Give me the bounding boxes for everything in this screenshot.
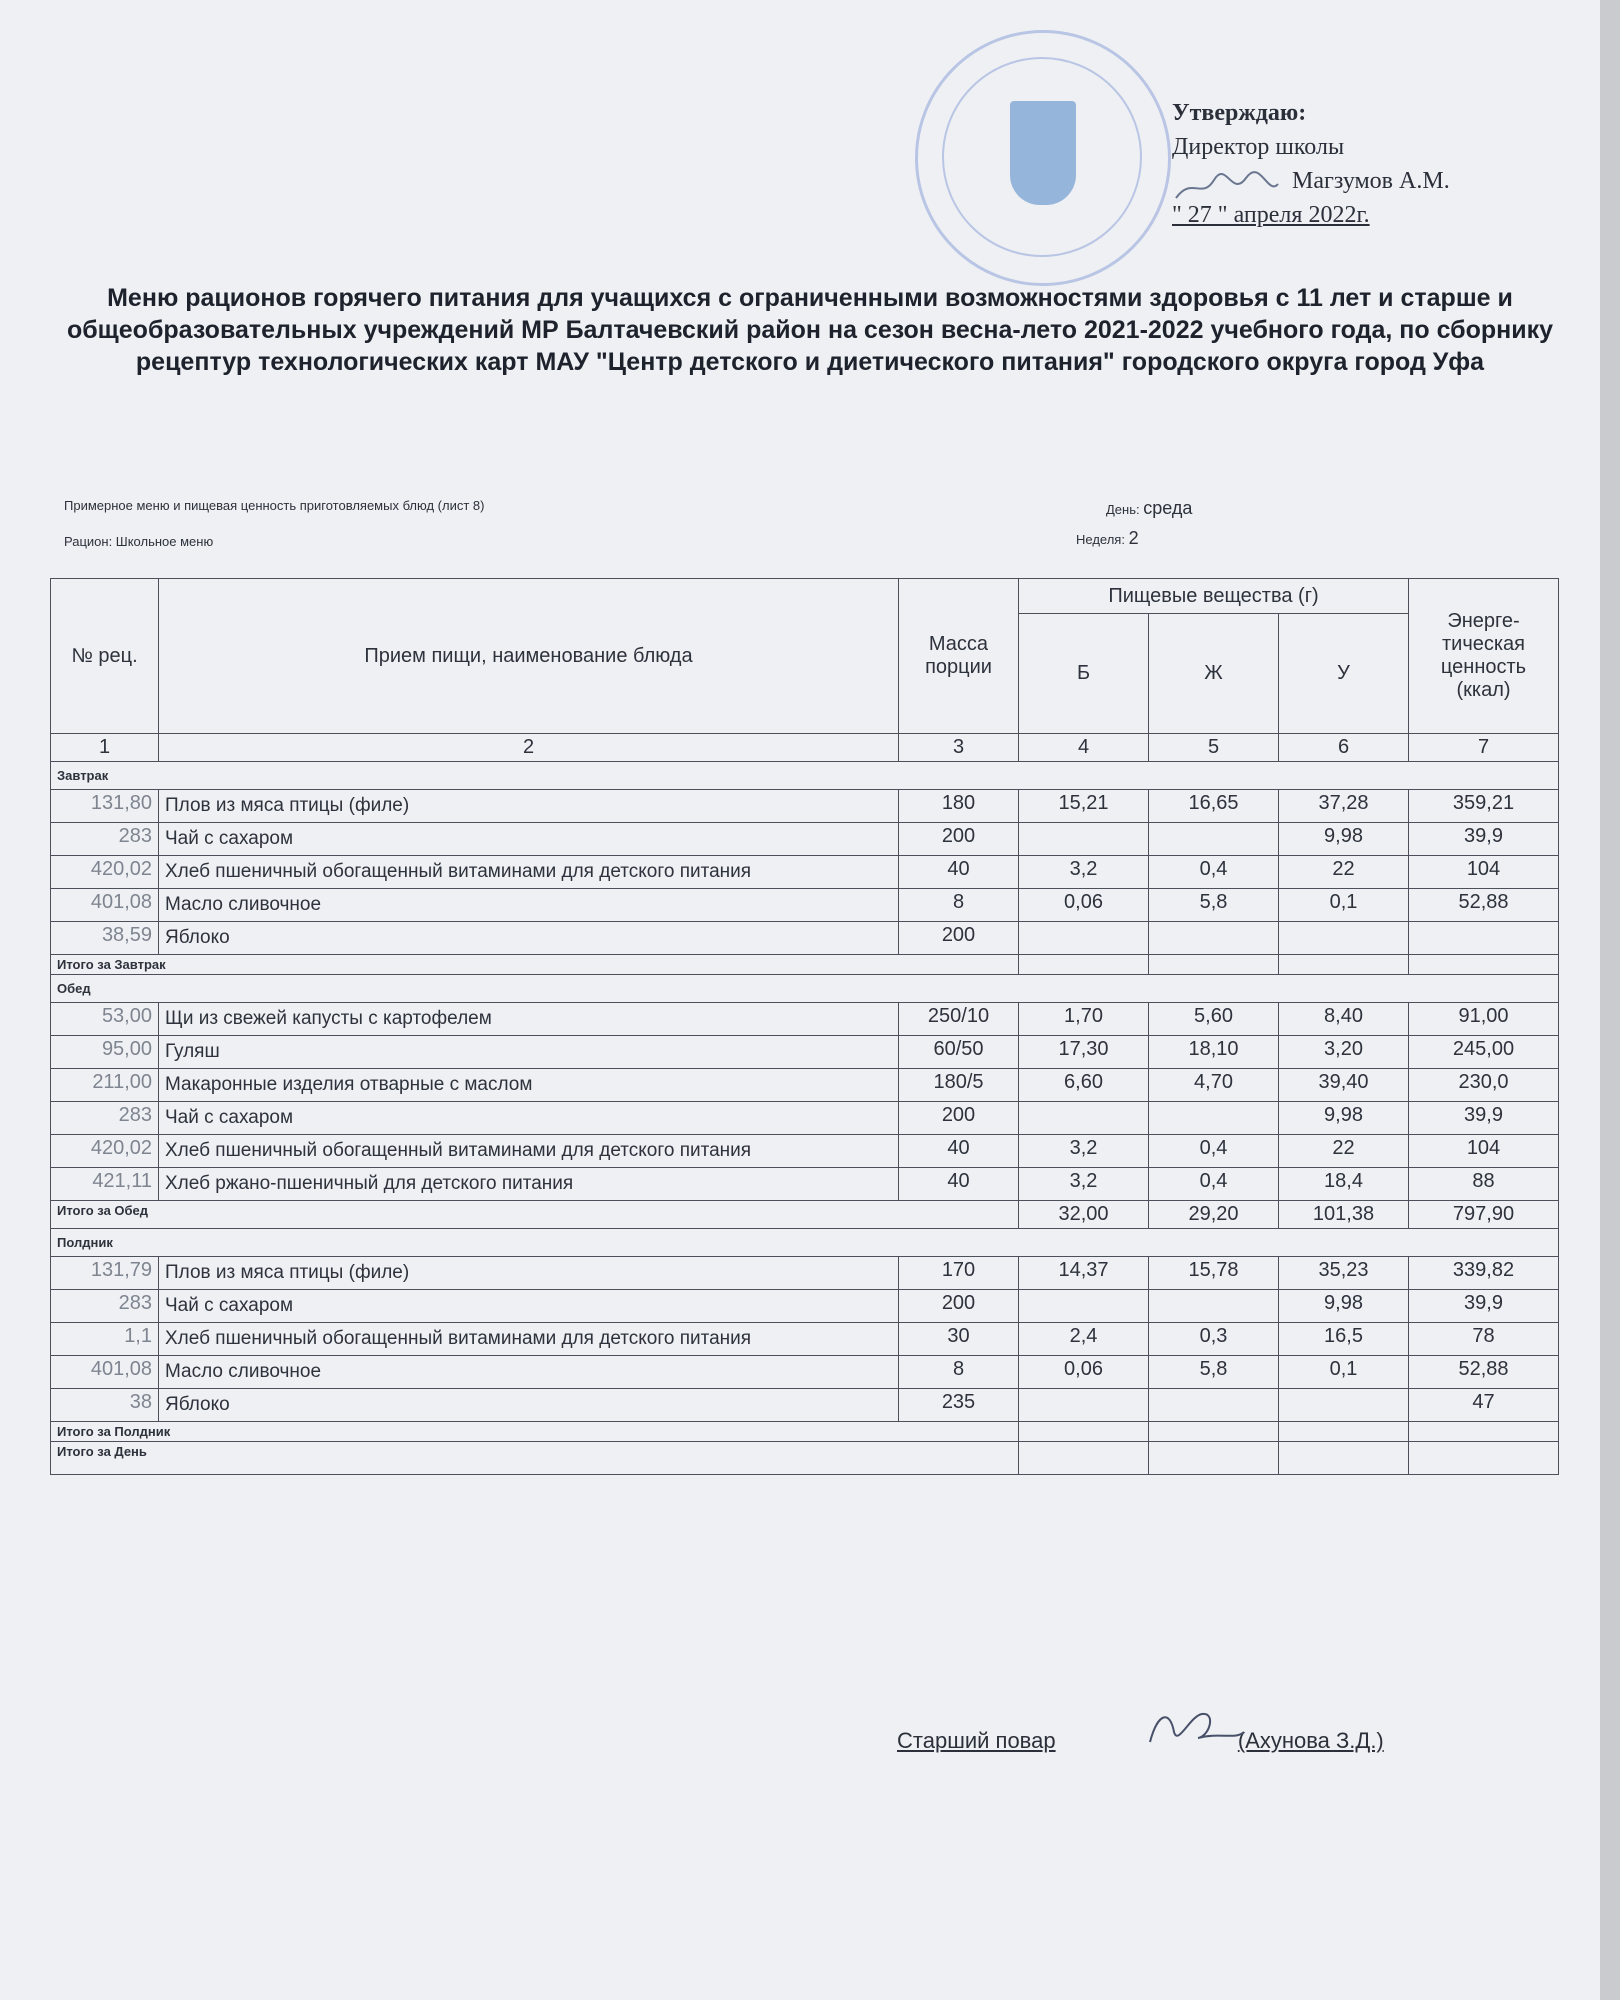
total-protein: 32,00 [1019,1201,1149,1229]
portion-mass: 30 [899,1323,1019,1356]
dish-name: Чай с сахаром [159,1290,899,1323]
fat [1149,1290,1279,1323]
energy: 78 [1409,1323,1559,1356]
header-carbs: У [1279,614,1409,734]
protein: 3,2 [1019,1135,1149,1168]
energy: 91,00 [1409,1003,1559,1036]
total-row-breakfast [51,955,1559,975]
dish-name: Хлеб ржано-пшеничный для детского питания [159,1168,899,1201]
protein [1019,922,1149,955]
col-number: 3 [899,734,1019,762]
portion-mass: 40 [899,1135,1019,1168]
dish-name: Яблоко [159,1389,899,1422]
recipe-code: 420,02 [51,856,159,889]
fat [1149,1389,1279,1422]
col-number: 5 [1149,734,1279,762]
fat: 0,4 [1149,1135,1279,1168]
carbs [1279,922,1409,955]
energy: 39,9 [1409,1290,1559,1323]
recipe-code: 401,08 [51,1356,159,1389]
day-label: День: [1106,502,1140,517]
day-total-protein [1019,1442,1149,1475]
carbs: 9,98 [1279,1102,1409,1135]
total-carbs: 101,38 [1279,1201,1409,1229]
header-portion-mass: Масса порции [899,579,1019,734]
portion-mass: 200 [899,823,1019,856]
recipe-code: 131,80 [51,790,159,823]
table-row [51,889,1559,922]
energy: 47 [1409,1389,1559,1422]
portion-mass: 40 [899,1168,1019,1201]
recipe-code: 131,79 [51,1257,159,1290]
snack-section [51,1229,1559,1475]
carbs: 22 [1279,856,1409,889]
fat [1149,922,1279,955]
day-field [1106,498,1192,519]
table-row [51,1323,1559,1356]
portion-mass: 8 [899,1356,1019,1389]
section-label-snack: Полдник [51,1229,1559,1257]
week-field [1076,528,1139,549]
dish-name: Хлеб пшеничный обогащенный витаминами для детского питания [159,1135,899,1168]
total-fat [1149,955,1279,975]
total-protein [1019,1422,1149,1442]
energy [1409,922,1559,955]
carbs: 37,28 [1279,790,1409,823]
col-number: 4 [1019,734,1149,762]
day-value: среда [1143,498,1193,518]
week-label: Неделя: [1076,532,1125,547]
recipe-code: 421,11 [51,1168,159,1201]
energy: 52,88 [1409,889,1559,922]
dish-name: Гуляш [159,1036,899,1069]
total-carbs [1279,955,1409,975]
recipe-code: 401,08 [51,889,159,922]
energy: 230,0 [1409,1069,1559,1102]
table-row [51,856,1559,889]
header-energy: Энерге-тическая ценность (ккал) [1409,579,1559,734]
dish-name: Яблоко [159,922,899,955]
carbs: 22 [1279,1135,1409,1168]
energy: 88 [1409,1168,1559,1201]
fat [1149,1102,1279,1135]
total-row-day [51,1442,1559,1475]
table-row [51,1356,1559,1389]
total-label: Итого за Завтрак [51,955,1019,975]
cook-name: (Ахунова З.Д.) [1237,1728,1384,1753]
protein: 15,21 [1019,790,1149,823]
official-stamp [915,30,1171,286]
portion-mass: 170 [899,1257,1019,1290]
col-number: 2 [159,734,899,762]
energy: 104 [1409,856,1559,889]
table-row [51,823,1559,856]
section-label-breakfast: Завтрак [51,762,1559,790]
fat: 4,70 [1149,1069,1279,1102]
fat [1149,823,1279,856]
dish-name: Масло сливочное [159,889,899,922]
protein [1019,823,1149,856]
approval-block [1172,96,1472,232]
total-energy: 797,90 [1409,1201,1559,1229]
portion-mass: 235 [899,1389,1019,1422]
protein: 14,37 [1019,1257,1149,1290]
fat: 5,8 [1149,889,1279,922]
protein: 3,2 [1019,856,1149,889]
energy: 104 [1409,1135,1559,1168]
col-number: 6 [1279,734,1409,762]
dish-name: Чай с сахаром [159,823,899,856]
day-total-energy [1409,1442,1559,1475]
carbs: 0,1 [1279,889,1409,922]
portion-mass: 8 [899,889,1019,922]
protein [1019,1290,1149,1323]
energy: 39,9 [1409,1102,1559,1135]
recipe-code: 1,1 [51,1323,159,1356]
dish-name: Плов из мяса птицы (филе) [159,1257,899,1290]
fat: 0,4 [1149,1168,1279,1201]
carbs: 16,5 [1279,1323,1409,1356]
recipe-code: 283 [51,823,159,856]
fat: 0,3 [1149,1323,1279,1356]
dish-name: Хлеб пшеничный обогащенный витаминами для детского питания [159,856,899,889]
protein: 1,70 [1019,1003,1149,1036]
approval-date: " 27 " апреля 2022г. [1172,202,1370,228]
dish-name: Макаронные изделия отварные с маслом [159,1069,899,1102]
portion-mass: 200 [899,1102,1019,1135]
recipe-code: 211,00 [51,1069,159,1102]
portion-mass: 180/5 [899,1069,1019,1102]
protein: 17,30 [1019,1036,1149,1069]
carbs: 35,23 [1279,1257,1409,1290]
sample-menu-label: Примерное меню и пищевая ценность приготовляемых блюд (лист 8) [64,498,485,513]
lunch-section [51,975,1559,1229]
total-row-lunch [51,1201,1559,1229]
header-dish-name: Прием пищи, наименование блюда [159,579,899,734]
total-carbs [1279,1422,1409,1442]
table-row [51,922,1559,955]
cook-signature [1140,1702,1250,1752]
fat: 0,4 [1149,856,1279,889]
total-fat [1149,1422,1279,1442]
fat: 15,78 [1149,1257,1279,1290]
column-numbers-row [51,734,1559,762]
day-total-label: Итого за День [51,1442,1019,1475]
protein [1019,1102,1149,1135]
energy: 52,88 [1409,1356,1559,1389]
dish-name: Плов из мяса птицы (филе) [159,790,899,823]
total-label: Итого за Обед [51,1201,1019,1229]
energy: 39,9 [1409,823,1559,856]
table-row [51,1003,1559,1036]
coat-of-arms-emblem [1010,101,1076,205]
fat: 16,65 [1149,790,1279,823]
carbs: 9,98 [1279,823,1409,856]
recipe-code: 283 [51,1290,159,1323]
total-protein [1019,955,1149,975]
total-energy [1409,1422,1559,1442]
approval-name: Магзумов А.М. [1292,168,1450,194]
recipe-code: 38,59 [51,922,159,955]
table-row [51,1290,1559,1323]
table-row [51,1257,1559,1290]
fat: 5,60 [1149,1003,1279,1036]
dish-name: Чай с сахаром [159,1102,899,1135]
dish-name: Масло сливочное [159,1356,899,1389]
approval-heading: Утверждаю: [1172,100,1307,126]
table-row [51,1389,1559,1422]
recipe-code: 53,00 [51,1003,159,1036]
portion-mass: 40 [899,856,1019,889]
protein: 0,06 [1019,1356,1149,1389]
section-label-lunch: Обед [51,975,1559,1003]
menu-table [50,578,1559,1475]
total-fat: 29,20 [1149,1201,1279,1229]
protein: 2,4 [1019,1323,1149,1356]
header-protein: Б [1019,614,1149,734]
total-energy [1409,955,1559,975]
protein: 6,60 [1019,1069,1149,1102]
header-recipe-number: № рец. [51,579,159,734]
carbs: 0,1 [1279,1356,1409,1389]
protein: 3,2 [1019,1168,1149,1201]
total-label: Итого за Полдник [51,1422,1019,1442]
document-title: Меню рационов горячего питания для учащихся с ограниченными возможностями здоровья с 11 лет и старше и общеобразовательных учреждений МР Балтачевский район на сезон весна-лето 2021-2022 учебного года, по сборнику рецептур технологических карт МАУ "Центр детского и диетического питания" городского округа город Уфа [66,284,1554,376]
total-row-snack [51,1422,1559,1442]
dish-name: Хлеб пшеничный обогащенный витаминами для детского питания [159,1323,899,1356]
protein [1019,1389,1149,1422]
week-value: 2 [1128,528,1139,548]
table-row [51,1102,1559,1135]
table-row [51,1036,1559,1069]
carbs: 9,98 [1279,1290,1409,1323]
carbs: 18,4 [1279,1168,1409,1201]
carbs: 3,20 [1279,1036,1409,1069]
portion-mass: 200 [899,1290,1019,1323]
day-total-fat [1149,1442,1279,1475]
energy: 359,21 [1409,790,1559,823]
carbs [1279,1389,1409,1422]
recipe-code: 38 [51,1389,159,1422]
carbs: 8,40 [1279,1003,1409,1036]
portion-mass: 250/10 [899,1003,1019,1036]
table-row [51,1069,1559,1102]
table-row [51,790,1559,823]
portion-mass: 200 [899,922,1019,955]
carbs: 39,40 [1279,1069,1409,1102]
director-signature [1172,170,1282,204]
recipe-code: 420,02 [51,1135,159,1168]
cook-role: Старший повар [897,1728,1056,1753]
protein: 0,06 [1019,889,1149,922]
col-number: 7 [1409,734,1559,762]
recipe-code: 283 [51,1102,159,1135]
ration-label: Рацион: Школьное меню [64,534,214,549]
header-fat: Ж [1149,614,1279,734]
approval-position: Директор школы [1172,134,1345,160]
fat: 5,8 [1149,1356,1279,1389]
portion-mass: 60/50 [899,1036,1019,1069]
energy: 339,82 [1409,1257,1559,1290]
col-number: 1 [51,734,159,762]
table-row [51,1135,1559,1168]
table-row [51,1168,1559,1201]
dish-name: Щи из свежей капусты с картофелем [159,1003,899,1036]
breakfast-section [51,762,1559,975]
energy: 245,00 [1409,1036,1559,1069]
day-total-carbs [1279,1442,1409,1475]
recipe-code: 95,00 [51,1036,159,1069]
fat: 18,10 [1149,1036,1279,1069]
header-nutrients: Пищевые вещества (г) [1019,579,1409,614]
portion-mass: 180 [899,790,1019,823]
